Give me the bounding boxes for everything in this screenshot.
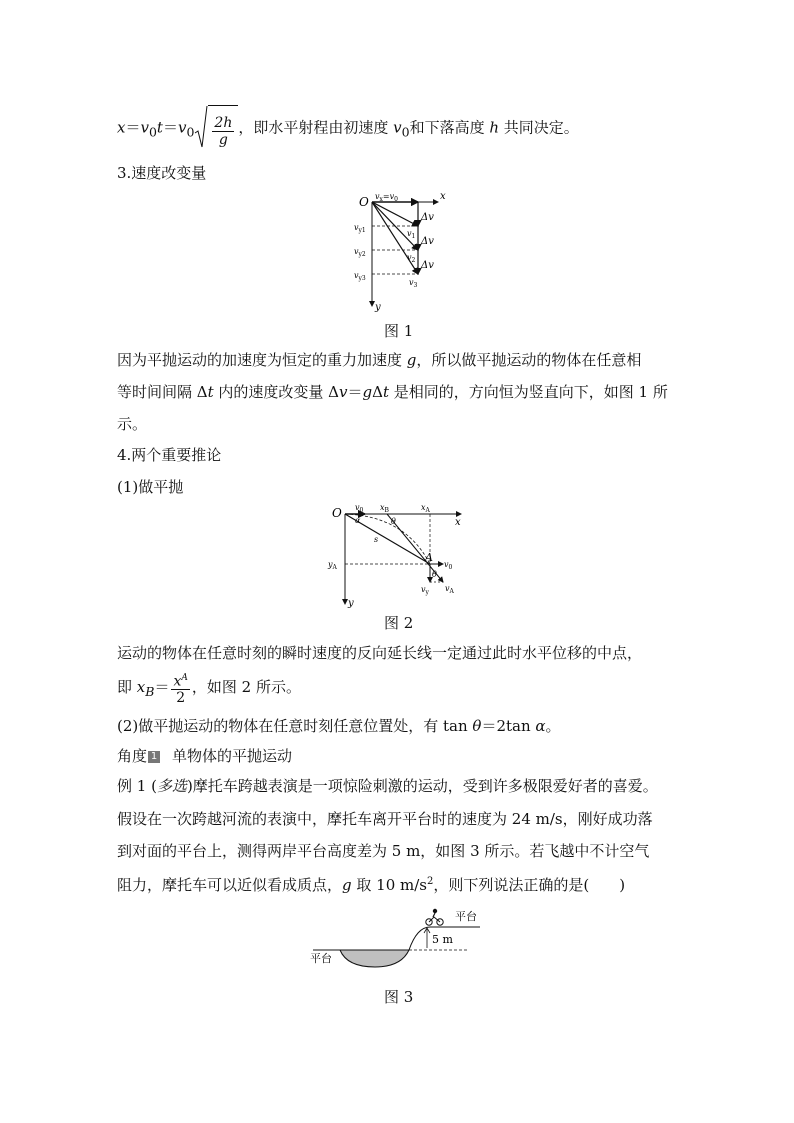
- sub: 0: [148, 124, 157, 140]
- figure-3-caption: 图 3: [384, 988, 414, 1006]
- text: ＝: [347, 383, 363, 401]
- label-part: v: [407, 229, 412, 238]
- section-heading-3: 3.速度改变量: [117, 164, 207, 182]
- formula-line-horizontal-range: [117, 105, 579, 155]
- v1-label: [407, 229, 415, 240]
- figure-2-caption: 图 2: [384, 614, 414, 632]
- text: )摩托车跨越表演是一项惊险刺激的运动，受到许多极限爱好者的喜爱。: [186, 777, 658, 795]
- v0-label: [355, 503, 364, 514]
- var-theta: θ: [472, 717, 482, 735]
- para1-line3: 示。: [117, 415, 148, 433]
- platform-right-label: 平台: [455, 910, 477, 923]
- label-part: v: [444, 560, 449, 569]
- text: ，则下列说法正确的是( ): [433, 876, 626, 894]
- text: 因为平抛运动的加速度为恒定的重力加速度: [117, 351, 407, 369]
- y-axis-label: y: [348, 598, 354, 609]
- example-line4: [117, 872, 625, 895]
- delta-v-label-3: Δv: [421, 260, 434, 271]
- var-v: v: [339, 383, 348, 401]
- label-part: y3: [358, 275, 366, 282]
- label-part: v: [354, 223, 359, 232]
- platform-left-label: 平台: [310, 952, 332, 965]
- angle-label: 角度: [117, 747, 148, 765]
- denominator: 2: [176, 690, 186, 707]
- sub: B: [145, 684, 155, 699]
- equals: ＝: [125, 118, 141, 137]
- text: 例 1 (: [117, 777, 157, 795]
- vy1-label: [354, 223, 366, 234]
- label-part: v: [445, 584, 450, 593]
- angle-number-badge: 1: [148, 751, 160, 763]
- subsection-2: [117, 716, 561, 736]
- label-part: v: [355, 503, 360, 512]
- label-part: 2: [411, 257, 416, 264]
- delta-v-label-1: Δv: [421, 212, 434, 223]
- var-t: t: [382, 383, 389, 401]
- label-part: v: [375, 192, 380, 201]
- y-axis-label: y: [375, 302, 381, 312]
- label-part: 1: [411, 233, 416, 240]
- v2-label: [407, 253, 416, 264]
- text: 内的速度改变量 Δ: [213, 383, 340, 401]
- text: 即: [117, 678, 137, 696]
- origin-label: O: [332, 506, 342, 520]
- alpha-label: α: [355, 516, 361, 525]
- label-part: 0: [448, 564, 453, 571]
- label-part: x: [379, 196, 383, 203]
- sup: A: [181, 672, 188, 683]
- text: ，即水平射程由初速度: [238, 118, 394, 137]
- vy2-label: [354, 247, 366, 258]
- sqrt-expression: [194, 105, 238, 152]
- label-part: =v: [382, 192, 395, 201]
- label-part: A: [425, 507, 430, 514]
- example-line1: [117, 776, 658, 796]
- label-part: A: [332, 564, 337, 571]
- para1-line1: [117, 350, 641, 370]
- para2-line2: [117, 668, 301, 711]
- label-part: 3: [413, 282, 418, 289]
- sup: 2: [427, 876, 434, 887]
- var-x: x: [136, 678, 146, 696]
- numerator: 2h: [214, 114, 233, 131]
- fraction-xA-over-2: [171, 670, 189, 707]
- section-heading-4: 4.两个重要推论: [117, 446, 222, 464]
- denominator: g: [218, 131, 228, 148]
- example-line2: 假设在一次跨越河流的表演中，摩托车离开平台时的速度为 24 m/s，刚好成功落: [117, 810, 653, 828]
- vA-label: [445, 584, 455, 595]
- v3-label: [409, 278, 418, 289]
- label-part: v: [407, 253, 412, 262]
- numerator: x: [173, 673, 182, 690]
- var-x: x: [117, 118, 126, 137]
- figure-1-caption: 图 1: [384, 322, 414, 340]
- label-part: 0: [359, 507, 364, 514]
- text: 阻力，摩托车可以近似看成质点，: [117, 876, 343, 894]
- theta-label-2: θ: [432, 570, 437, 579]
- var-alpha: α: [535, 717, 546, 735]
- label-part: v: [354, 247, 359, 256]
- label-part: v: [409, 278, 414, 287]
- figure-3-diagram: [305, 905, 505, 975]
- label-part: 0: [394, 196, 398, 203]
- fraction-2h-over-g: [212, 115, 234, 148]
- v0-at-A-label: [444, 560, 453, 571]
- text: (2)做平抛运动的物体在任意时刻任意位置处，有 tan: [117, 717, 473, 735]
- equals: ＝: [162, 118, 178, 137]
- s-label: s: [374, 535, 379, 544]
- delta-v-label-2: Δv: [421, 236, 434, 247]
- label-part: y1: [358, 227, 366, 234]
- var-t: t: [207, 383, 214, 401]
- point-A-label: A: [425, 551, 433, 564]
- text: 。: [545, 717, 561, 735]
- yA-label: [327, 560, 338, 571]
- text: 共同决定。: [499, 118, 579, 137]
- para2-line1: 运动的物体在任意时刻的瞬时速度的反向延长线一定通过此时水平位移的中点，: [117, 644, 643, 662]
- vy-label: [421, 585, 430, 596]
- text: 和下落高度: [409, 118, 490, 137]
- var-t: t: [156, 118, 163, 137]
- text: ，所以做平抛运动的物体在任意相: [416, 351, 642, 369]
- sub: 0: [401, 124, 410, 140]
- text: ，如图 2 所示。: [191, 678, 301, 696]
- text: 取 10 m/s: [351, 876, 427, 894]
- text: 是相同的，方向恒为竖直向下，如图 1 所: [389, 383, 668, 401]
- label-part: x: [380, 503, 385, 512]
- label-part: v: [421, 585, 426, 594]
- origin-label: O: [359, 195, 369, 209]
- angle-title: 单物体的平抛运动: [172, 747, 293, 765]
- var-g: g: [362, 383, 373, 401]
- subsection-1: (1)做平抛: [117, 478, 184, 496]
- var-g: g: [406, 351, 417, 369]
- label-part: x: [421, 503, 426, 512]
- label-part: B: [384, 507, 389, 514]
- label-part: y2: [358, 251, 366, 258]
- label-part: y: [328, 560, 333, 569]
- xB-label: [380, 503, 390, 514]
- multi-select-note: 多选: [156, 777, 187, 795]
- height-label: 5 m: [432, 933, 453, 946]
- x-axis-label: x: [455, 517, 461, 528]
- example-line3: 到对面的平台上，测得两岸平台高度差为 5 m，如图 3 所示。若飞越中不计空气: [117, 842, 650, 860]
- theta-label-1: θ: [391, 517, 396, 526]
- equals: ＝: [154, 678, 170, 696]
- xA-label: [421, 503, 431, 514]
- var-h: h: [489, 118, 500, 137]
- vy3-label: [354, 271, 366, 282]
- var-v: v: [393, 118, 402, 137]
- var-g: g: [342, 876, 352, 894]
- x-axis-label: x: [440, 192, 446, 202]
- text: 等时间间隔 Δ: [117, 383, 208, 401]
- label-part: y: [425, 589, 429, 596]
- figure-1-diagram: [350, 192, 450, 312]
- label-part: A: [449, 588, 454, 595]
- figure-2-diagram: [325, 500, 470, 610]
- text: Δ: [372, 383, 383, 401]
- var-v0: v: [177, 118, 187, 137]
- text: ＝2tan: [481, 717, 536, 735]
- para1-line2: [117, 382, 668, 402]
- sub: 0: [186, 124, 195, 140]
- label-part: v: [354, 271, 359, 280]
- angle-heading: [117, 746, 292, 766]
- var-v0: v: [140, 118, 149, 137]
